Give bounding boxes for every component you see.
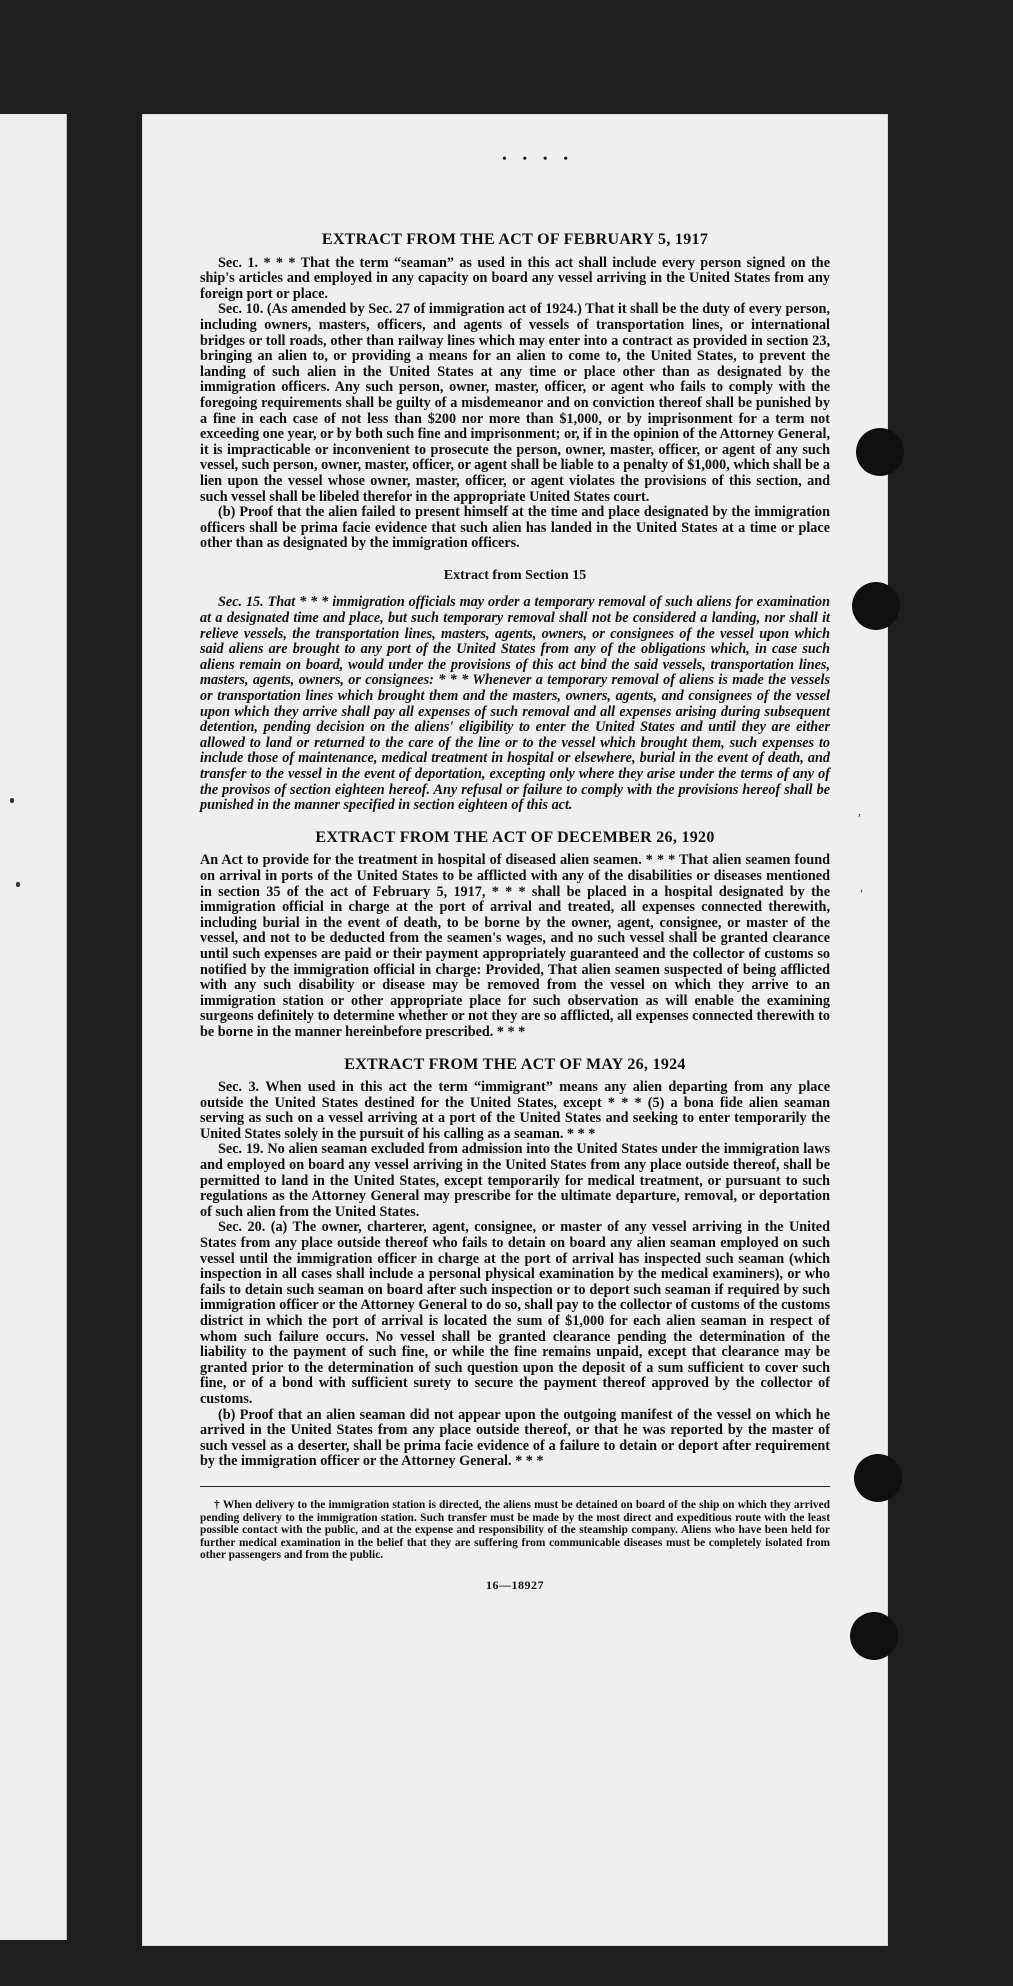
section-act-feb-1917 <box>200 232 830 552</box>
punch-hole <box>852 582 900 630</box>
footnote: † When delivery to the immigration station is directed, the aliens must be detained on board of the ship on which they arrived pending delivery to the immigration station. Such transfer must be made by the most direct and expeditious route with the least possible contact with the public, and at the expense and responsibility of the steamship company. Aliens who have been held for further medical examination in the belief that they are suffering from communicable diseases must be completely isolated from other passengers and from the public. <box>200 1498 830 1562</box>
paragraph: Sec. 10. (As amended by Sec. 27 of immigration act of 1924.) That it shall be the duty of every person, including owners, masters, officers, and agents of vessels of transportation lines, or international bridges or toll roads, other than railway lines which may enter into a contract as provided in section 23, bringing an alien to, or providing a means for an alien to come to, the United States, to prevent the landing of such alien in the United States at any time or place other than as designated by the immigration officers. Any such person, owner, master, officer, or agent who fails to comply with the foregoing requirements shall be guilty of a misdemeanor and on conviction thereof shall be punished by a fine in each case of not less than $200 nor more than $1,000, or by imprisonment for a term not exceeding one year, or by both such fine and imprisonment; or, if in the opinion of the Attorney General, it is impracticable or inconvenient to prosecute the person, owner, master, officer, or agent of any such vessel, such person, owner, master, officer, or agent shall be liable to a penalty of $1,000, which shall be a lien upon the vessel whose owner, master, officer, or agent violates the provisions of this section, and such vessel shall be libeled therefor in the appropriate United States court. <box>200 301 830 505</box>
section-act-may-1924 <box>200 1057 830 1470</box>
punch-hole <box>854 1454 902 1502</box>
footnote-divider <box>200 1486 830 1487</box>
paragraph: (b) Proof that the alien failed to present himself at the time and place designated by the immigration officers shall be prima facie evidence that such alien has landed in the United States at a time or place other than as designated by the immigration officers. <box>200 504 830 552</box>
paragraph: Sec. 19. No alien seaman excluded from admission into the United States under the immigration laws and employed on board any vessel arriving in the United States from any place outside thereof, shall be permitted to land in the United States, except temporarily for medical treatment, or pursuant to such regulations as the Attorney General may prescribe for the ultimate departure, removal, or deportation of such alien from the United States. <box>200 1141 830 1220</box>
document-body <box>200 232 830 1594</box>
stray-mark: , <box>858 804 861 818</box>
page-top-marks: • • • • <box>502 152 575 167</box>
paragraph: (b) Proof that an alien seaman did not appear upon the outgoing manifest of the vessel on which he arrived in the United States from any place outside thereof, or that he was reported by the master of such vessel as a deserter, shall be prima facie evidence of a failure to detain or deport after requirement by the immigration officer or the Attorney General. * * * <box>200 1406 830 1470</box>
document-page <box>142 114 888 1946</box>
punch-hole <box>856 428 904 476</box>
section-extract-15 <box>200 568 830 814</box>
paragraph: Sec. 1. * * * That the term “seaman” as used in this act shall include every person signed on the ship's articles and employed in any capacity on board any vessel arriving in the United States from any foreign port or place. <box>200 254 830 302</box>
stray-mark <box>10 798 14 803</box>
adjacent-page-strip <box>0 114 67 1940</box>
paragraph: Sec. 20. (a) The owner, charterer, agent, consignee, or master of any vessel arriving in the United States from any place outside thereof who fails to detain on board any alien seaman employed on such vessel until the immigration officer in charge at the port of arrival has inspected such seaman (which inspection in all cases shall include a personal physical examination by the medical examiners), or who fails to detain such seaman on board after such inspection or to deport such seaman if required by such immigration officer or the Attorney General to do so, shall pay to the collector of customs of the customs district in which the port of arrival is located the sum of $1,000 for each alien seaman in respect of whom such failure occurs. No vessel shall be granted clearance pending the determination of the liability to the payment of such fine, or while the fine remains unpaid, except that clearance may be granted prior to the determination of such question upon the deposit of a sum sufficient to cover such fine, or of a bond with sufficient surety to secure the payment thereof approved by the collector of customs. <box>200 1219 830 1407</box>
paragraph: Sec. 3. When used in this act the term “immigrant” means any alien departing from any place outside the United States destined for the United States, except * * * (5) a bona fide alien seaman serving as such on a vessel arriving at a port of the United States and seeking to enter temporarily the United States solely in the pursuit of his calling as a seaman. * * * <box>200 1079 830 1142</box>
section-act-dec-1920 <box>200 830 830 1041</box>
page-number: 16—18927 <box>486 1577 544 1592</box>
stray-mark: , <box>860 880 863 894</box>
section-heading: EXTRACT FROM THE ACT OF DECEMBER 26, 1920 <box>315 828 715 846</box>
section-heading: Extract from Section 15 <box>443 567 587 583</box>
paragraph: An Act to provide for the treatment in hospital of diseased alien seamen. * * * That alien seamen found on arrival in ports of the United States to be afflicted with any of the disabilities or diseases mentioned in section 35 of the act of February 5, 1917, * * * shall be placed in a hospital designated by the immigration official in charge at the port of arrival and treated, all expenses connected therewith, including burial in the event of death, to be borne by the owner, agent, consignee, or master of the vessel, and not to be deducted from the seamen's wages, and no such vessel shall be granted clearance until such expenses are paid or their payment appropriately guaranteed and the collector of customs so notified by the immigration official in charge: Provided, That alien seamen suspected of being afflicted with any such disability or disease may be removed from the vessel on which they arrive to an immigration station or other appropriate place for such observation as will enable the examining surgeons definitely to determine whether or not they are so afflicted, all expenses connected therewith to be borne in the manner hereinbefore prescribed. * * * <box>200 852 830 1040</box>
section-heading: EXTRACT FROM THE ACT OF FEBRUARY 5, 1917 <box>321 231 709 248</box>
punch-hole <box>850 1612 898 1660</box>
paragraph: Sec. 15. That * * * immigration officials may order a temporary removal of such aliens for examination at a designated time and place, but such temporary removal shall not be considered a landing, nor shall it relieve vessels, the transportation lines, masters, agents, owners, or consignees of the vessel upon which said aliens are brought to any port of the United States from any of the obligations which, in case such aliens remain on board, would under the provisions of this act bind the said vessels, transportation lines, masters, agents, owners, or consignees: * * * Whenever a temporary removal of aliens is made the vessels or transportation lines which brought them and the masters, owners, agents, and consignees of the vessel upon which they arrive shall pay all expenses of such removal and all expenses arising during subsequent detention, pending decision on the aliens' eligibility to enter the United States and until they are either allowed to land or returned to the care of the line or to the vessel which brought them, such expenses to include those of maintenance, medical treatment in hospital or elsewhere, burial in the event of death, and transfer to the vessel in the event of deportation, excepting only where they arise under the terms of any of the provisos of section eighteen hereof. Any refusal or failure to comply with the provisions hereof shall be punished in the manner specified in section eighteen of this act. <box>200 594 830 814</box>
section-heading: EXTRACT FROM THE ACT OF MAY 26, 1924 <box>344 1055 686 1073</box>
stray-mark <box>16 882 20 887</box>
